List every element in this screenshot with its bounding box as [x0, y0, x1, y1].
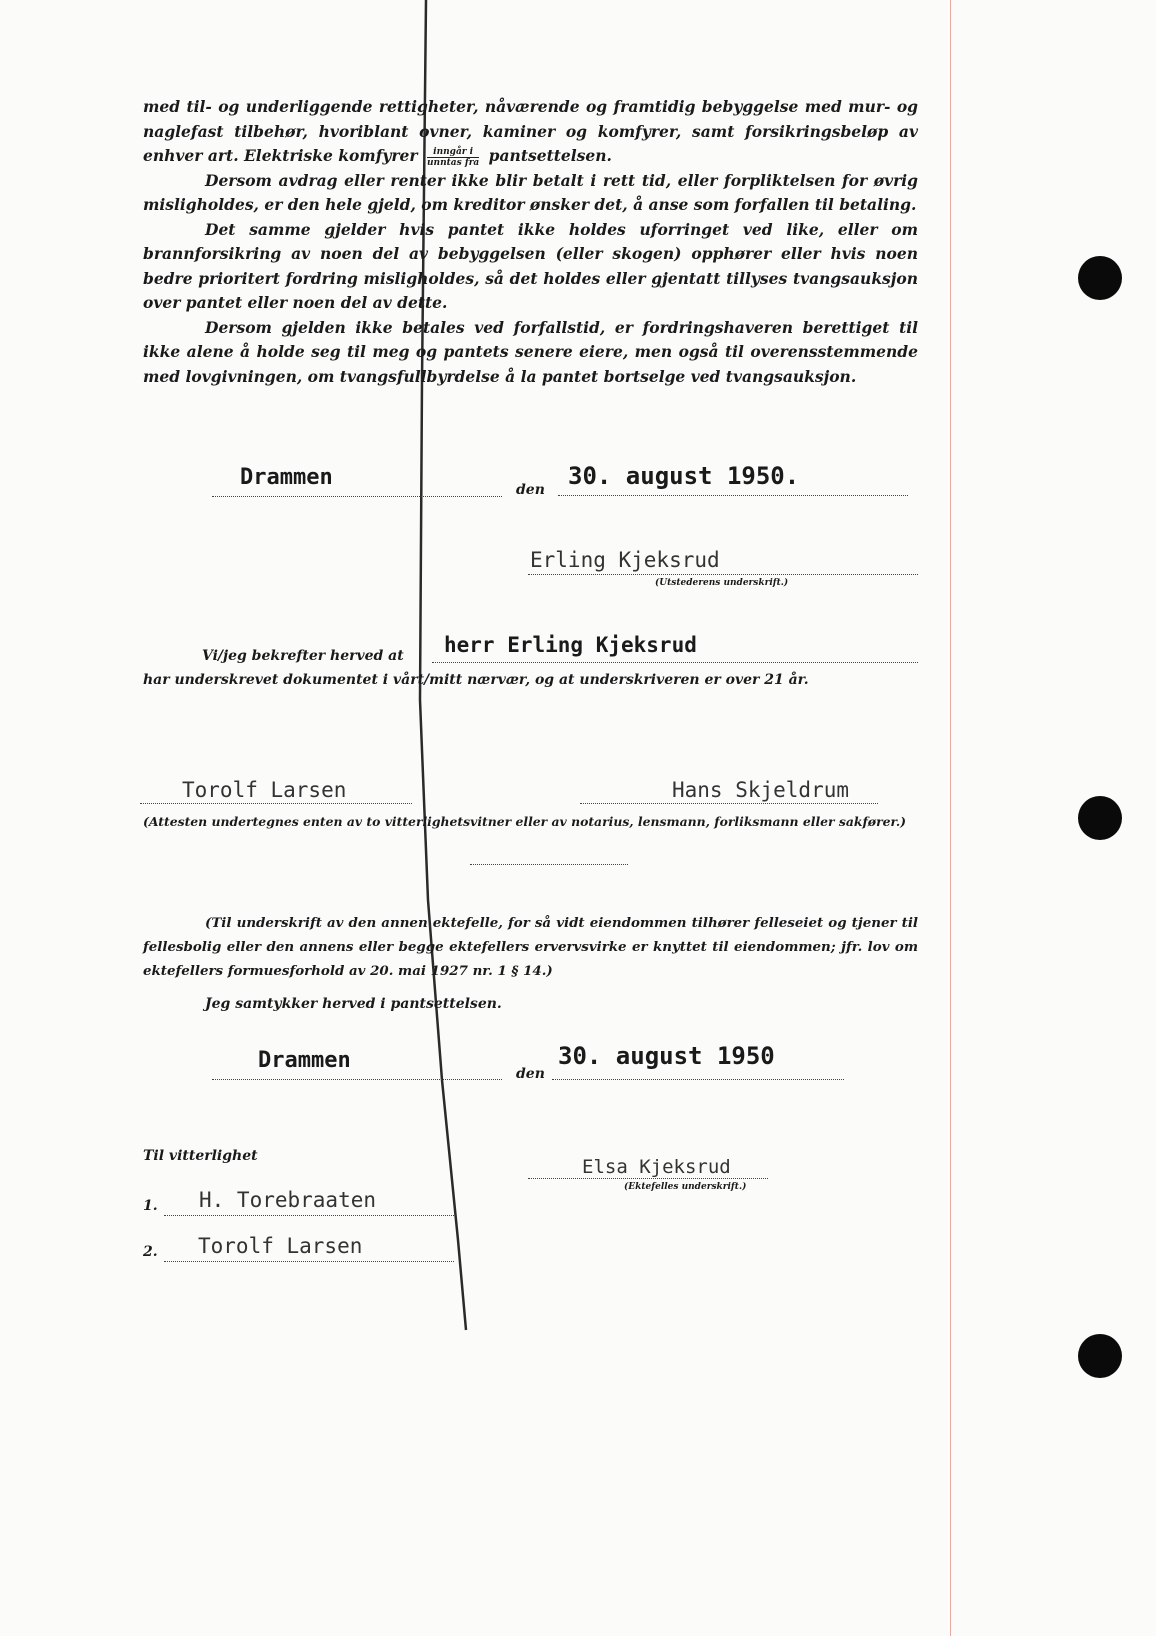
issuer-signature: Erling Kjeksrud	[528, 548, 918, 575]
issuer-signature-caption: (Utstederens underskrift.)	[655, 578, 789, 588]
consent-den-label: den	[516, 1066, 545, 1082]
consent-place: Drammen	[212, 1048, 502, 1080]
witness-signature-2: Hans Skjeldrum	[580, 778, 878, 804]
attested-person-name: herr Erling Kjeksrud	[432, 633, 918, 663]
terms-paragraph-3: Det samme gjelder hvis pantet ikke holdes uforringet ved like, eller om brannforsikring av noen del av bebyggelsen (eller skogen) opphører eller hvis noen bedre prioritert fordring misligholdes, så det holdes eller gjentatt tillyses tvangsauksjon over pantet eller noen del av dette.	[143, 219, 918, 312]
terms-paragraph-1: med til- og underliggende rettigheter, nåværende og framtidig bebyggelse med mur- og naglefast tilbehør, hvoriblant ovner, kaminer og komfyrer, samt forsikringsbeløp av enhver art. Elektriske komfyrer $\frac{\text{inngår i}}{\text{unntas fra}}$ pantsettelsen.	[143, 97, 918, 168]
issuer-den-label: den	[516, 482, 545, 498]
punch-hole-icon	[1078, 796, 1122, 840]
attestation-statement: har underskrevet dokumentet i vårt/mitt nærvær, og at underskriveren er over 21 år.	[143, 672, 809, 688]
attestation-note: (Attesten undertegnes enten av to vitterlighetsvitner eller av notarius, lensmann, forliksmann eller sakfører.)	[143, 814, 907, 829]
fraction-choice: $\frac{\text{inngår i}}{\text{unntas fra}}$	[427, 146, 480, 168]
issuer-date: 30. august 1950.	[558, 462, 908, 496]
consent-statement: Jeg samtykker herved i pantsettelsen.	[205, 996, 502, 1012]
spouse-consent-note: (Til underskrift av den annen ektefelle, for så vidt eiendommen tilhører felleseiet og tjener til fellesbolig eller den annens eller begge ektefellers ervervsvirke er knyttet til eiendommen; jfr. lov om ektefellers formuesforhold av 20. mai 1927 nr. 1 § 14.)	[143, 915, 918, 979]
witness-number-2: 2.	[143, 1244, 158, 1260]
witness-name-2: Torolf Larsen	[164, 1234, 454, 1262]
witnesses-heading: Til vitterlighet	[143, 1148, 258, 1164]
terms-paragraph-2: Dersom avdrag eller renter ikke blir betalt i rett tid, eller forpliktelsen for øvrig misligholdes, er den hele gjeld, om kreditor ønsker det, å anse som forfallen til betaling.	[143, 170, 918, 214]
attestation-prefix: Vi/jeg bekrefter herved at	[202, 648, 404, 664]
issuer-place: Drammen	[212, 465, 502, 497]
consent-date: 30. august 1950	[552, 1042, 844, 1080]
witness-signature-1: Torolf Larsen	[140, 778, 412, 804]
punch-hole-icon	[1078, 256, 1122, 300]
red-margin-line	[950, 0, 951, 1636]
witness-number-1: 1.	[143, 1198, 158, 1214]
spouse-signature: Elsa Kjeksrud	[528, 1156, 768, 1179]
terms-paragraph-4: Dersom gjelden ikke betales ved forfallstid, er fordringshaveren berettiget til ikke alene å holde seg til meg og pantets senere eiere, men også til overensstemmende med lovgivningen, om tvangsfullbyrdelse å la pantet bortselge ved tvangsauksjon.	[143, 317, 918, 386]
punch-hole-icon	[1078, 1334, 1122, 1378]
witness-name-1: H. Torebraaten	[164, 1188, 454, 1216]
terms-text	[143, 95, 918, 389]
separator-line	[470, 858, 628, 865]
spouse-signature-caption: (Ektefelles underskrift.)	[624, 1182, 747, 1192]
